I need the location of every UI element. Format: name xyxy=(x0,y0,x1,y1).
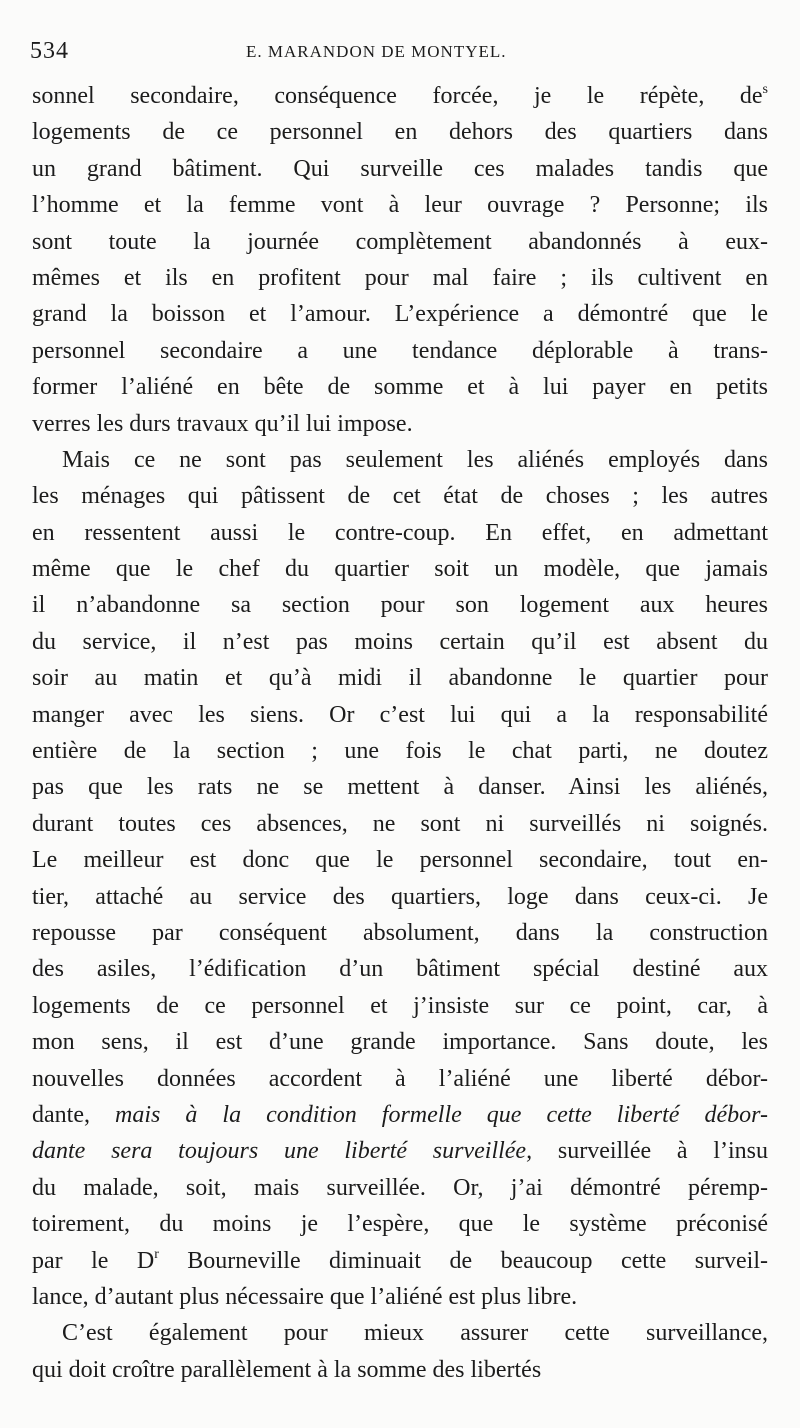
text-line xyxy=(32,78,768,114)
paragraph xyxy=(32,442,768,1315)
text-run: nouvelles données accordent à l’aliéné une liberté débor- xyxy=(32,1065,768,1092)
text-line xyxy=(32,224,768,260)
text-line xyxy=(32,1133,768,1169)
text-run: logements de ce personnel et j’insiste sur ce point, car, à xyxy=(32,992,768,1019)
text-line xyxy=(32,1097,768,1133)
text-run: personnel secondaire a une tendance déplorable à trans- xyxy=(32,337,768,364)
text-run: pas que les rats ne se mettent à danser. Ainsi les aliénés, xyxy=(32,774,768,801)
text-run: logements de ce personnel en dehors des quartiers dans xyxy=(32,119,768,146)
text-line xyxy=(32,369,768,405)
text-run: par le D xyxy=(32,1247,155,1274)
text-line xyxy=(32,442,768,478)
paragraph xyxy=(32,78,768,442)
text-run: il n’abandonne sa section pour son logement aux heures xyxy=(32,592,768,619)
text-run: Le meilleur est donc que le personnel secondaire, tout en- xyxy=(32,847,768,874)
text-run: manger avec les siens. Or c’est lui qui a la responsabilité xyxy=(32,701,768,728)
superscript: r xyxy=(154,1246,159,1262)
text-line xyxy=(32,1243,768,1279)
text-run: verres les durs travaux qu’il lui impose. xyxy=(32,410,413,437)
text-line xyxy=(32,114,768,150)
italic-text: mais à la condition formelle que cette liberté débor- xyxy=(115,1101,768,1128)
text-run: en ressentent aussi le contre-coup. En effet, en admettant xyxy=(32,519,768,546)
text-run: mon sens, il est d’une grande importance. Sans doute, les xyxy=(32,1029,768,1056)
text-line xyxy=(32,260,768,296)
text-run: Bourneville diminuait de beaucoup cette surveil- xyxy=(158,1247,769,1274)
text-line xyxy=(32,988,768,1024)
text-run: tier, attaché au service des quartiers, loge dans ceux-ci. Je xyxy=(32,883,768,910)
text-line xyxy=(32,1352,768,1388)
italic-text: dante sera toujours une liberté surveillée, xyxy=(32,1138,533,1165)
text-line xyxy=(32,296,768,332)
text-run: du service, il n’est pas moins certain qu’il est absent du xyxy=(32,628,768,655)
text-run: surveillée à l’insu xyxy=(532,1138,768,1165)
running-head xyxy=(30,38,770,68)
text-line xyxy=(32,806,768,842)
text-run: sonnel secondaire, conséquence forcée, je le répète, de xyxy=(32,83,763,109)
text-line xyxy=(32,515,768,551)
text-line xyxy=(32,733,768,769)
text-line xyxy=(32,1024,768,1060)
text-line xyxy=(32,842,768,878)
text-line xyxy=(32,1061,768,1097)
text-run: même que le chef du quartier soit un modèle, que jamais xyxy=(32,556,768,583)
text-run: l’homme et la femme vont à leur ouvrage ? Personne; ils xyxy=(32,192,768,219)
text-run: entière de la section ; une fois le chat parti, ne doutez xyxy=(32,738,768,765)
text-line xyxy=(32,478,768,514)
text-run: mêmes et ils en profitent pour mal faire ; ils cultivent en xyxy=(32,264,768,291)
text-run: C’est également pour mieux assurer cette surveillance, xyxy=(62,1320,768,1347)
text-run: toirement, du moins je l’espère, que le système préconisé xyxy=(32,1211,768,1238)
text-line xyxy=(32,660,768,696)
text-line xyxy=(32,333,768,369)
text-line xyxy=(32,1279,768,1315)
text-line xyxy=(32,769,768,805)
text-run: dante, xyxy=(32,1101,116,1128)
text-line xyxy=(32,951,768,987)
text-run: lance, d’autant plus nécessaire que l’aliéné est plus libre. xyxy=(32,1283,578,1310)
text-line xyxy=(32,1170,768,1206)
text-run: repousse par conséquent absolument, dans la construction xyxy=(32,919,768,946)
text-run: du malade, soit, mais surveillée. Or, j’ai démontré péremp- xyxy=(32,1174,768,1201)
body-text xyxy=(32,78,768,1388)
text-line xyxy=(32,915,768,951)
text-run: sont toute la journée complètement abandonnés à eux- xyxy=(32,228,768,255)
text-line xyxy=(32,151,768,187)
paragraph xyxy=(32,1315,768,1388)
text-run: soir au matin et qu’à midi il abandonne le quartier pour xyxy=(32,665,768,692)
page-number: 534 xyxy=(30,38,69,64)
text-run: un grand bâtiment. Qui surveille ces malades tandis que xyxy=(32,155,768,182)
text-line xyxy=(32,1315,768,1351)
text-run: Mais ce ne sont pas seulement les aliénés employés dans xyxy=(62,446,768,473)
text-line xyxy=(32,1206,768,1242)
text-run: former l’aliéné en bête de somme et à lui payer en petits xyxy=(32,374,768,401)
text-run: des asiles, l’édification d’un bâtiment spécial destiné aux xyxy=(32,956,768,983)
text-line xyxy=(32,187,768,223)
text-run: durant toutes ces absences, ne sont ni surveillés ni soignés. xyxy=(32,810,768,837)
text-run: les ménages qui pâtissent de cet état de choses ; les autres xyxy=(32,483,768,510)
text-run: grand la boisson et l’amour. L’expérience a démontré que le xyxy=(32,301,768,328)
text-line xyxy=(32,587,768,623)
text-line xyxy=(32,624,768,660)
text-line xyxy=(32,406,768,442)
text-line xyxy=(32,879,768,915)
text-run: qui doit croître parallèlement à la somme des libertés xyxy=(32,1356,542,1383)
text-line xyxy=(32,697,768,733)
running-head-author: E. MARANDON DE MONTYEL. xyxy=(246,42,507,61)
text-line xyxy=(32,551,768,587)
superscript: s xyxy=(762,82,768,97)
